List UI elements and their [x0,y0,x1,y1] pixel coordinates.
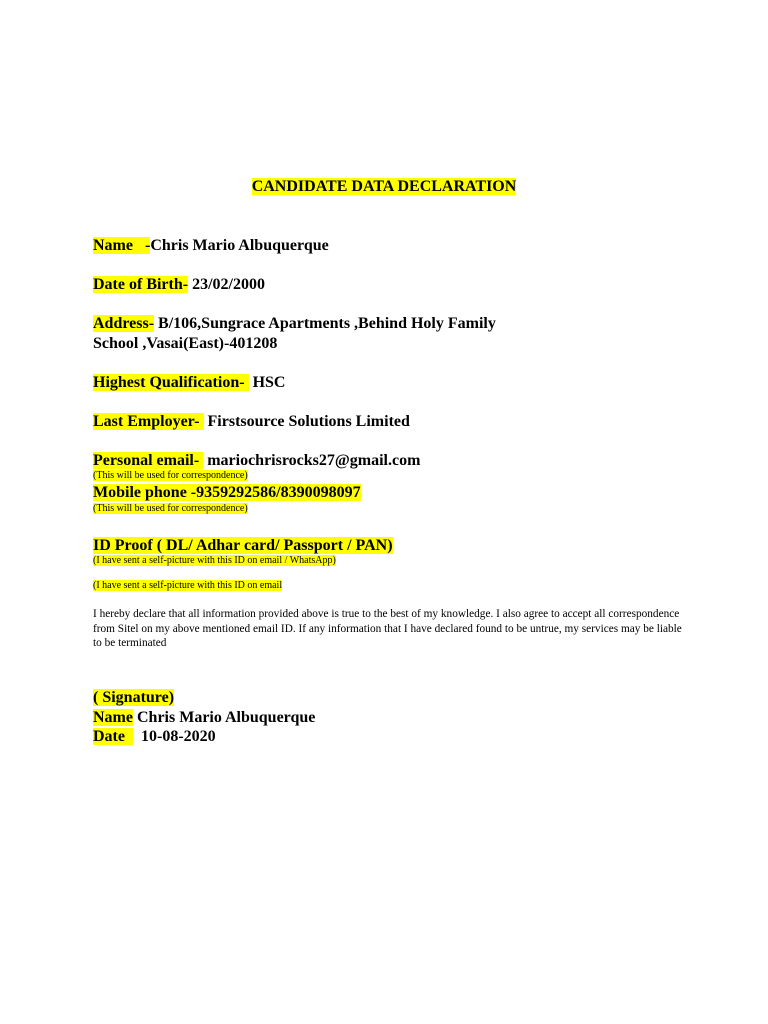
employer-row [93,412,410,432]
mobile-note: (This will be used for correspondence) [93,503,248,514]
address-value-line2: School ,Vasai(East)-401208 [93,335,278,352]
signature-label: ( Signature) [93,689,175,706]
email-label: Personal email- [93,452,204,469]
id-proof-note-1: (I have sent a self-picture with this ID on email / WhatsApp) [93,555,336,566]
qualification-row [93,373,285,393]
dob-value: 23/02/2000 [188,276,265,293]
signature-date-row [93,727,216,747]
signature-name-row [93,708,315,728]
id-proof-row [93,536,393,556]
signature-row [93,688,174,708]
address-row [93,314,496,334]
name-row [93,236,329,256]
signature-name-label: Name [93,709,133,726]
qualification-label: Highest Qualification- [93,374,249,391]
mobile-value: 9359292586/8390098097 [196,484,361,501]
address-label: Address- [93,315,155,332]
signature-name-value: Chris Mario Albuquerque [132,709,316,726]
name-value: Chris Mario Albuquerque [150,237,329,254]
mobile-row [93,483,361,503]
email-value: mariochrisrocks27@gmail.com [203,452,421,469]
name-label: Name - [93,237,151,254]
signature-date-label: Date [93,728,133,745]
declaration-paragraph: I hereby declare that all information provided above is true to the best of my knowledge. I also agree to accept all correspondence from Sitel on my above mentioned email ID. If any information that I have declared found to be untrue, my services may be liable to be terminated [93,608,682,649]
email-row [93,451,420,471]
email-note: (This will be used for correspondence) [93,470,248,481]
document-title: CANDIDATE DATA DECLARATION [251,178,517,195]
qualification-value: HSC [248,374,286,391]
address-row-2 [93,334,277,354]
id-proof-note-2: (I have sent a self-picture with this ID on email [93,580,283,591]
employer-label: Last Employer- [93,413,204,430]
mobile-label: Mobile phone - [93,484,197,501]
address-value-line1: B/106,Sungrace Apartments ,Behind Holy Family [154,315,496,332]
dob-label: Date of Birth- [93,276,189,293]
dob-row [93,275,265,295]
employer-value: Firstsource Solutions Limited [203,413,410,430]
signature-date-value: 10-08-2020 [132,728,216,745]
id-proof-label: ID Proof ( DL/ Adhar card/ Passport / PAN) [93,537,393,554]
